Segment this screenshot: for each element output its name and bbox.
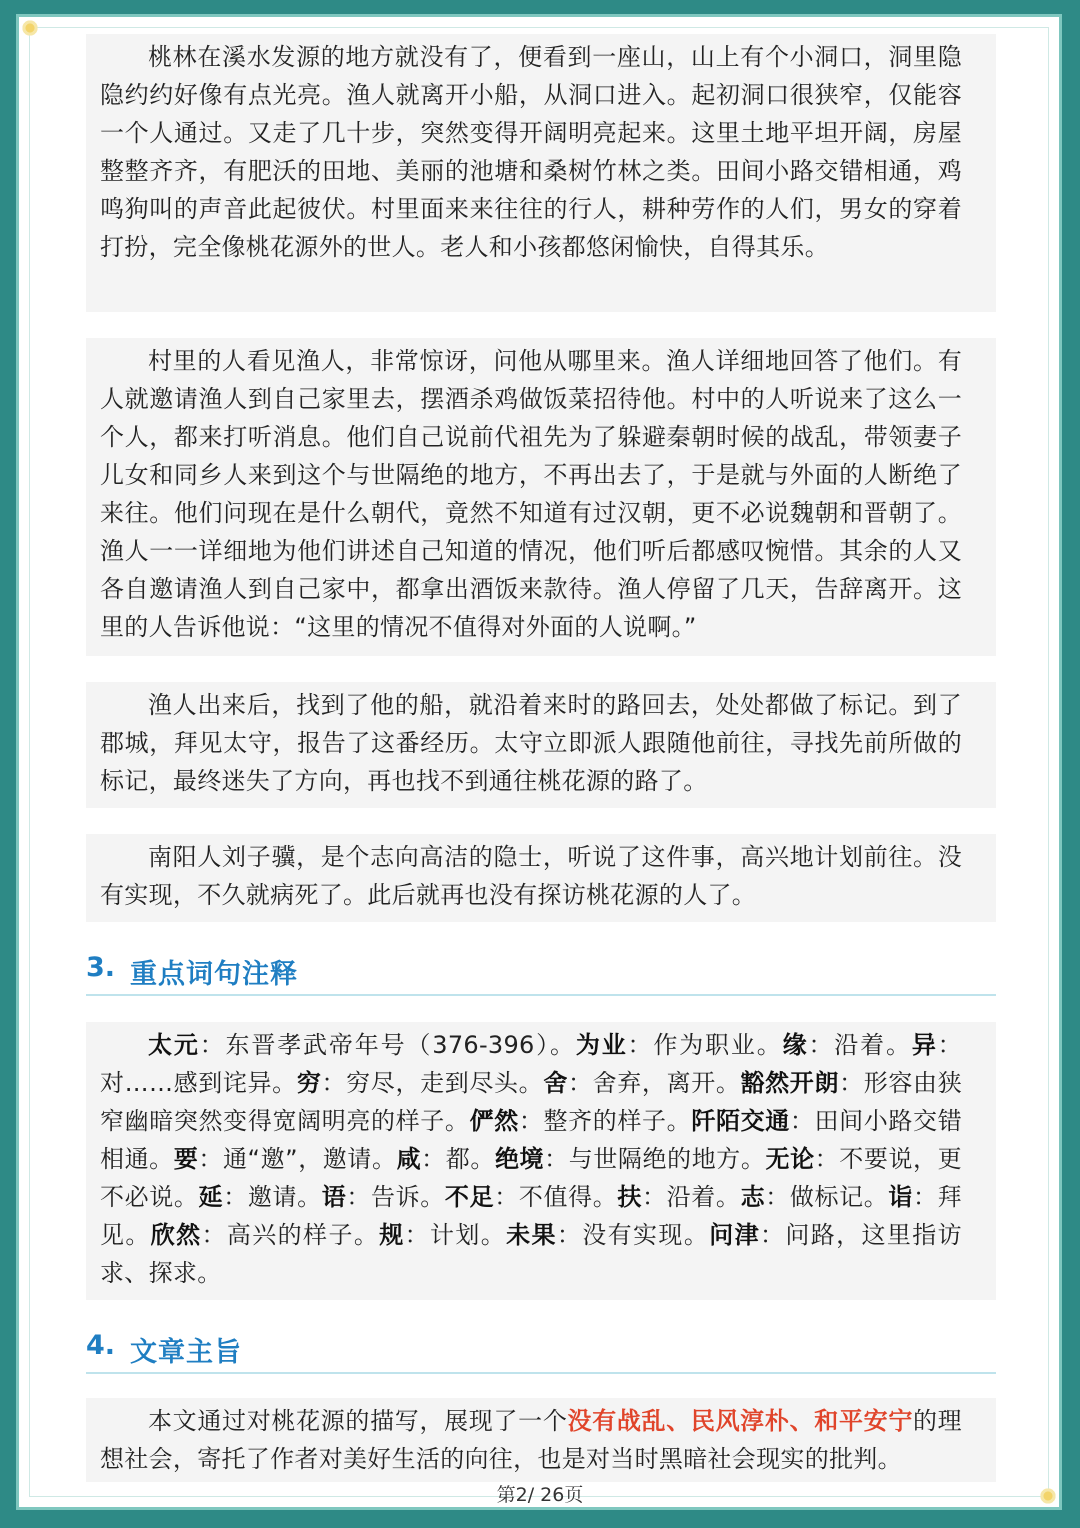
note-definition: ：问路，这里指访求、探求。: [100, 1221, 962, 1287]
note-definition: ：没有实现。: [556, 1221, 710, 1249]
translation-block-3: [86, 682, 996, 808]
note-definition: ：舍弃，离开。: [567, 1069, 741, 1097]
note-term: 扶: [617, 1183, 643, 1211]
paragraph: 南阳人刘子骥，是个志向高洁的隐士，听说了这件事，高兴地计划前往。没有实现，不久就病死了。此后就再也没有探访桃花源的人了。: [100, 843, 962, 909]
theme-text: 的理想社会，寄托了作者对美好生活的向往，也是对当时黑暗社会现实的批判。: [100, 1407, 962, 1473]
note-definition: ：计划。: [404, 1221, 507, 1249]
note-definition: ：都。: [421, 1145, 495, 1173]
note-definition: ：与世隔绝的地方。: [544, 1145, 766, 1173]
note-definition: ：高兴的样子。: [201, 1221, 380, 1249]
note-term: 绝境: [494, 1145, 545, 1173]
note-definition: ：形容由狭窄幽暗突然变得宽阔明亮的样子。: [100, 1069, 962, 1135]
note-term: 规: [379, 1221, 405, 1249]
note-term: 穷: [296, 1069, 322, 1097]
note-term: 诣: [888, 1183, 914, 1211]
section-number: 3.: [86, 952, 116, 983]
note-term: 问津: [709, 1221, 760, 1249]
note-term: 未果: [506, 1221, 557, 1249]
page-number: 第2/ 26页: [496, 1484, 584, 1506]
note-term: 为业: [575, 1031, 628, 1059]
note-definition: ：沿着。: [808, 1031, 912, 1059]
note-definition: ：拜见。: [100, 1183, 962, 1249]
paragraph: 桃林在溪水发源的地方就没有了，便看到一座山，山上有个小洞口，洞里隐隐约约好像有点光亮。渔人就离开小船，从洞口进入。起初洞口很狭窄，仅能容一个人通过。又走了几十步，突然变得开阔明亮起来。这里土地平坦开阔，房屋整整齐齐，有肥沃的田地、美丽的池塘和桑树竹林之类。田间小路交错相通，鸡鸣狗叫的声音此起彼伏。村里面来来往往的行人，耕种劳作的人们，男女的穿着打扮，完全像桃花源外的世人。老人和小孩都悠闲愉快，自得其乐。: [100, 43, 962, 261]
note-term: 太元: [148, 1031, 200, 1059]
note-definition: ：沿着。: [642, 1183, 741, 1211]
note-term: 语: [321, 1183, 347, 1211]
note-definition: ：不值得。: [494, 1183, 618, 1211]
note-definition: ：作为职业。: [627, 1031, 783, 1059]
translation-block-4: [86, 834, 996, 922]
note-term: 咸: [396, 1145, 422, 1173]
note-term: 不足: [444, 1183, 495, 1211]
note-term: 要: [173, 1145, 199, 1173]
section-title: 重点词句注释: [130, 959, 298, 990]
note-term: 阡陌交通: [691, 1107, 790, 1135]
note-definition: ：整齐的样子。: [518, 1107, 692, 1135]
note-definition: ：邀请。: [223, 1183, 322, 1211]
note-term: 欣然: [150, 1221, 202, 1249]
flower-ornament-icon: [21, 19, 39, 37]
note-definition: ：穷尽，走到尽头。: [321, 1069, 544, 1097]
note-definition: ：不要说，更不必说。: [100, 1145, 962, 1211]
notes-block: [86, 1022, 996, 1300]
note-term: 异: [911, 1031, 938, 1059]
theme-paragraph: [100, 1402, 962, 1478]
theme-text: 本文通过对桃花源的描写，展现了一个: [148, 1407, 568, 1435]
note-definition: ：做标记。: [765, 1183, 889, 1211]
note-definition: ：东晋孝武帝年号（376-396）。: [199, 1031, 576, 1059]
note-term: 志: [740, 1183, 766, 1211]
note-term: 延: [198, 1183, 224, 1211]
translation-block-2: [86, 338, 996, 656]
section-number: 4.: [86, 1330, 116, 1361]
paragraph: 渔人出来后，找到了他的船，就沿着来时的路回去，处处都做了标记。到了郡城，拜见太守，报告了这番经历。太守立即派人跟随他前往，寻找先前所做的标记，最终迷失了方向，再也找不到通往桃花源的路了。: [100, 691, 962, 795]
note-term: 无论: [765, 1145, 815, 1173]
note-definition: ：告诉。: [346, 1183, 445, 1211]
translation-block-1: [86, 34, 996, 312]
note-term: 豁然开朗: [740, 1069, 840, 1097]
note-definition: ：田间小路交错相通。: [100, 1107, 962, 1173]
note-definition: ：通“邀”，邀请。: [198, 1145, 397, 1173]
theme-highlight: 没有战乱、民风淳朴、和平安宁: [567, 1407, 913, 1435]
note-term: 俨然: [469, 1107, 519, 1135]
note-term: 缘: [782, 1031, 809, 1059]
notes-paragraph: [100, 1026, 962, 1292]
section-title: 文章主旨: [130, 1337, 242, 1368]
theme-block: [86, 1398, 996, 1482]
paragraph: 村里的人看见渔人，非常惊讶，问他从哪里来。渔人详细地回答了他们。有人就邀请渔人到自己家里去，摆酒杀鸡做饭菜招待他。村中的人听说来了这么一个人，都来打听消息。他们自己说前代祖先为了躲避秦朝时候的战乱，带领妻子儿女和同乡人来到这个与世隔绝的地方，不再出去了，于是就与外面的人断绝了来往。他们问现在是什么朝代，竟然不知道有过汉朝，更不必说魏朝和晋朝了。渔人一一详细地为他们讲述自己知道的情况，他们听后都感叹惋惜。其余的人又各自邀请渔人到自己家中，都拿出酒饭来款待。渔人停留了几天，告辞离开。这里的人告诉他说：“这里的情况不值得对外面的人说啊。”: [100, 347, 962, 641]
section-heading-3: [86, 946, 996, 996]
note-term: 舍: [543, 1069, 568, 1097]
section-heading-4: [86, 1324, 996, 1374]
note-definition: ：对……感到诧异。: [100, 1031, 962, 1097]
